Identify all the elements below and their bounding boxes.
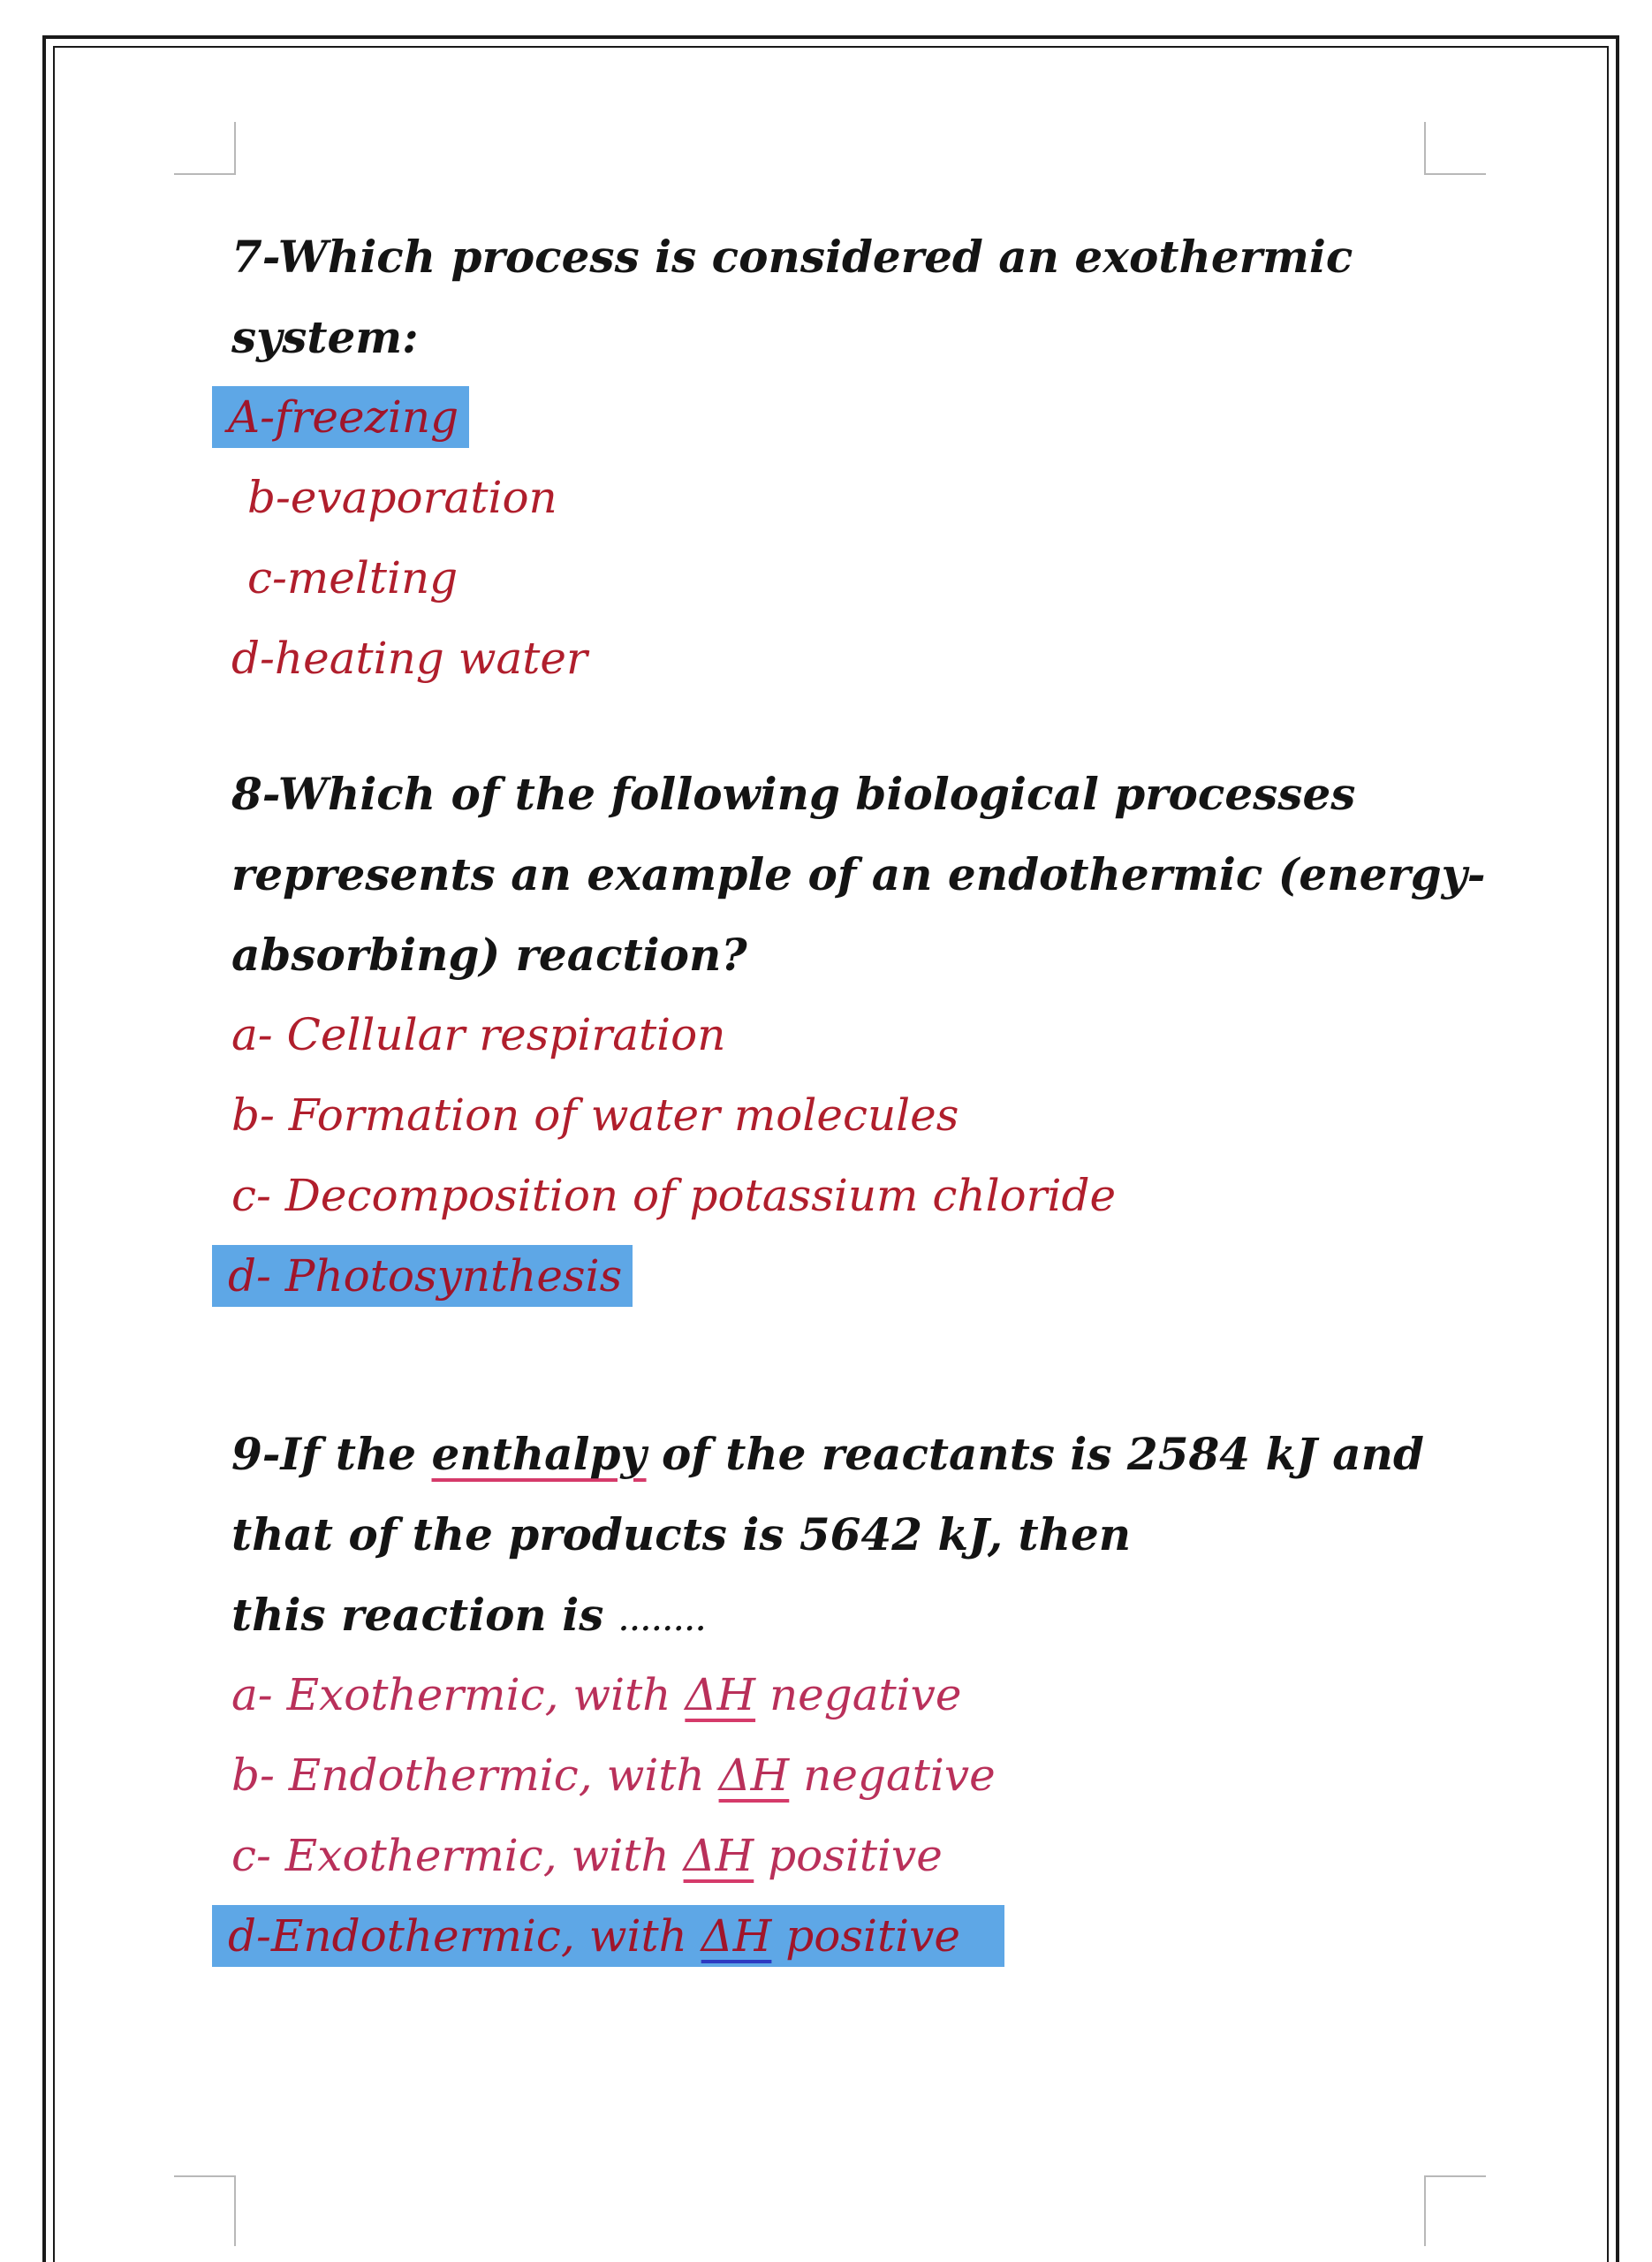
question-9-option-c: c- Exothermic, with ΔH positive bbox=[231, 1830, 943, 1881]
question-9-stem-line-2: that of the products is 5642 kJ, then bbox=[231, 1508, 1132, 1560]
crop-mark-top-left bbox=[174, 122, 236, 175]
question-7 bbox=[228, 216, 1468, 699]
crop-mark-bottom-right bbox=[1424, 2175, 1486, 2246]
question-9-option-a: a- Exothermic, with ΔH negative bbox=[231, 1669, 962, 1720]
crop-mark-bottom-left bbox=[174, 2175, 236, 2246]
question-9-stem-line-1: 9-If the enthalpy of the reactants is 2584 kJ and bbox=[231, 1428, 1424, 1480]
question-8-option-c: c- Decomposition of potassium chloride bbox=[231, 1170, 1117, 1221]
crop-mark-top-right bbox=[1424, 122, 1486, 175]
question-8-option-d-highlighted: d- Photosynthesis bbox=[212, 1245, 633, 1307]
document-body bbox=[228, 216, 1486, 1977]
question-9-stem-line-3: this reaction is ........ bbox=[231, 1589, 708, 1641]
question-7-stem-line-2: system: bbox=[231, 311, 419, 363]
question-9-option-d-highlighted: d-Endothermic, with ΔH positive bbox=[212, 1905, 1004, 1967]
question-7-option-c: c-melting bbox=[247, 552, 458, 603]
question-8-stem-line-1: 8-Which of the following biological processes bbox=[231, 768, 1356, 820]
question-9 bbox=[228, 1414, 1468, 1977]
question-8-stem-line-3: absorbing) reaction? bbox=[231, 929, 747, 981]
question-8 bbox=[228, 754, 1486, 1317]
answer-blank: ........ bbox=[618, 1606, 708, 1637]
question-9-option-b: b- Endothermic, with ΔH negative bbox=[231, 1750, 996, 1801]
question-7-stem-line-1: 7-Which process is considered an exothermic bbox=[231, 231, 1353, 283]
delta-h-symbol: ΔH bbox=[685, 1669, 756, 1720]
question-8-stem-line-2: represents an example of an endothermic (energy- bbox=[231, 848, 1486, 900]
question-7-option-b: b-evaporation bbox=[247, 472, 557, 523]
enthalpy-underlined-term: enthalpy bbox=[431, 1428, 647, 1480]
question-8-option-a: a- Cellular respiration bbox=[231, 1009, 726, 1060]
delta-h-symbol: ΔH bbox=[701, 1910, 772, 1962]
question-7-option-d: d-heating water bbox=[231, 633, 587, 684]
question-7-option-a-highlighted: A-freezing bbox=[212, 386, 469, 448]
delta-h-symbol: ΔH bbox=[683, 1830, 754, 1881]
delta-h-symbol: ΔH bbox=[718, 1750, 790, 1801]
question-8-option-b: b- Formation of water molecules bbox=[231, 1089, 959, 1141]
